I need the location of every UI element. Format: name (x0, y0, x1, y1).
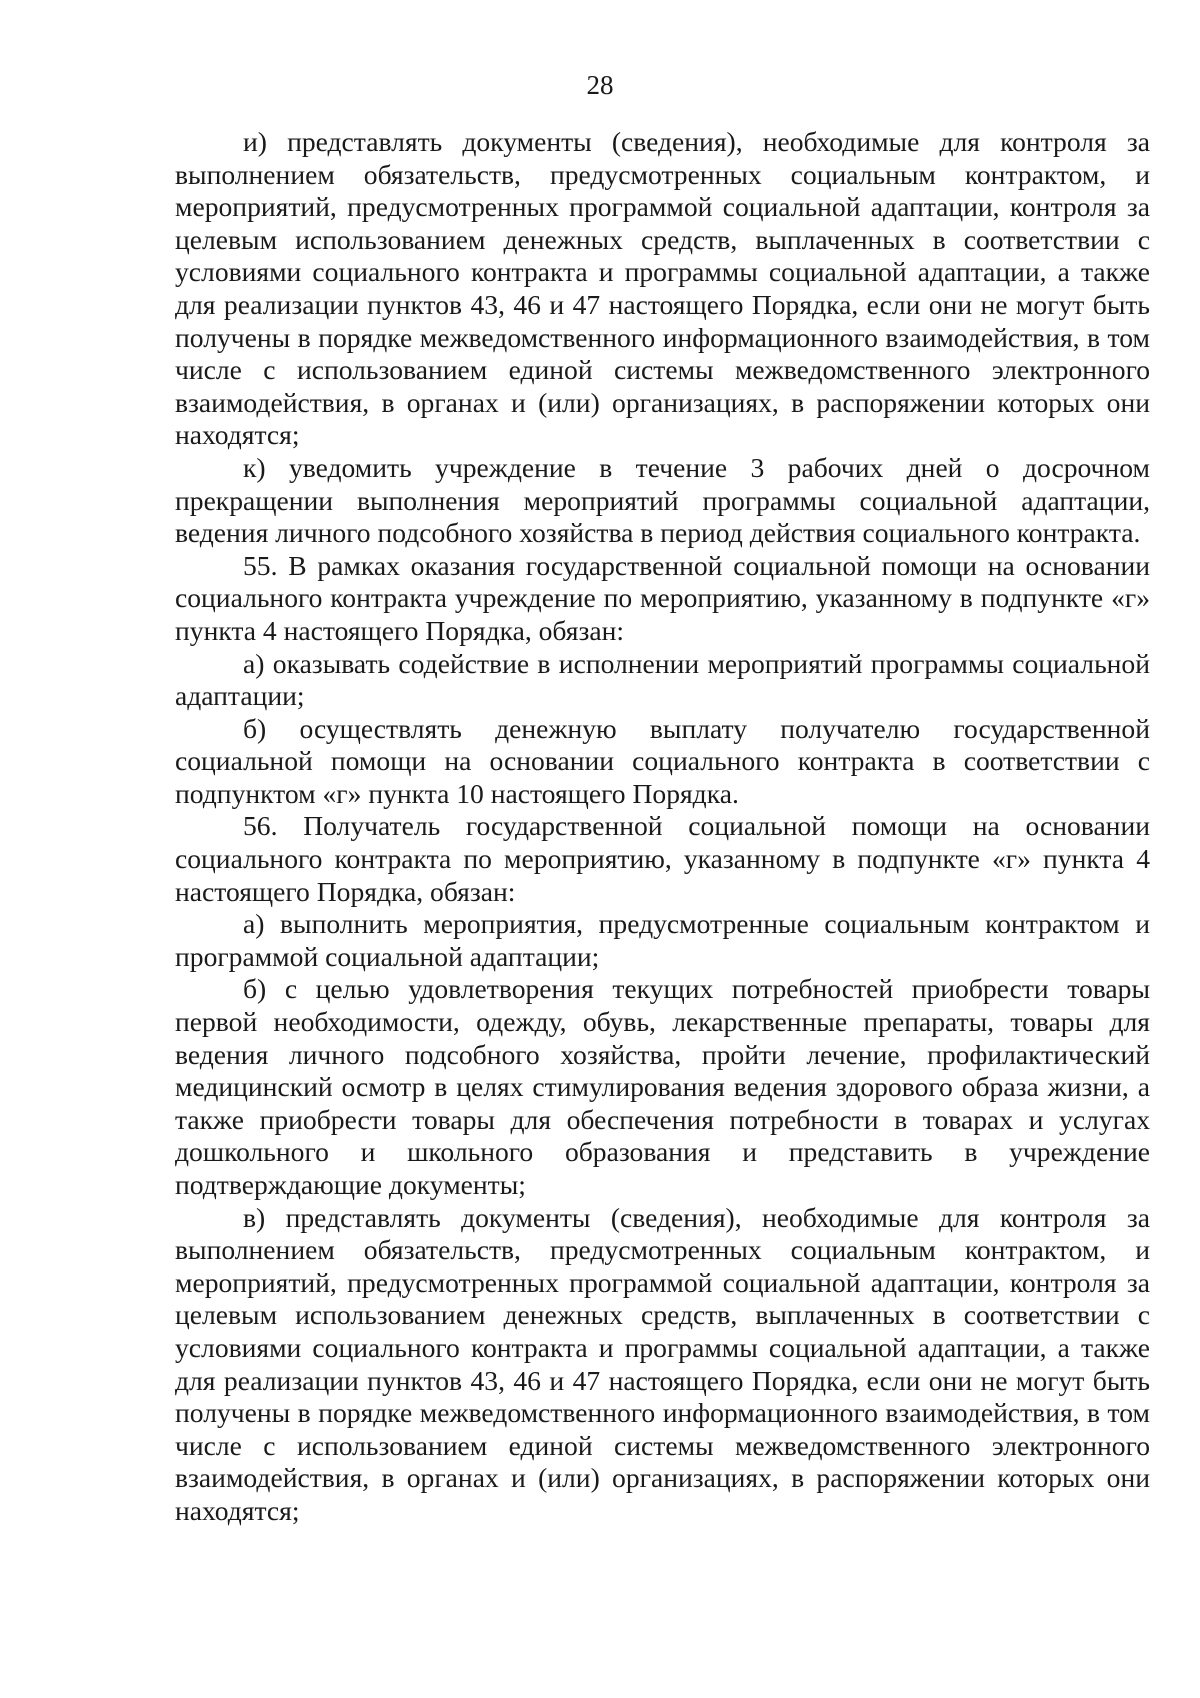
paragraph-clause-56: 56. Получатель государственной социальной помощи на основании социального контракта по мероприятию, указанному в подпункте «г» пункта 4 настоящего Порядка, обязан: (175, 810, 1150, 907)
paragraph-clause-55-b: б) осуществлять денежную выплату получателю государственной социальной помощи на основании социального контракта в соответствии с подпунктом «г» пункта 10 настоящего Порядка. (175, 712, 1150, 809)
document-body (175, 126, 1150, 1528)
paragraph-clause-55-a: а) оказывать содействие в исполнении мероприятий программы социальной адаптации; (175, 647, 1150, 712)
paragraph-item-i: и) представлять документы (сведения), необходимые для контроля за выполнением обязательств, предусмотренных социальным контрактом, и мероприятий, предусмотренных программой социальной адаптации, контроля за целевым использованием денежных средств, выплаченных в соответствии с условиями социального контракта и программы социальной адаптации, а также для реализации пунктов 43, 46 и 47 настоящего Порядка, если они не могут быть получены в порядке межведомственного информационного взаимодействия, в том числе с использованием единой системы межведомственного электронного взаимодействия, в органах и (или) организациях, в распоряжении которых они находятся; (175, 126, 1150, 451)
paragraph-clause-55: 55. В рамках оказания государственной социальной помощи на основании социального контракта учреждение по мероприятию, указанному в подпункте «г» пункта 4 настоящего Порядка, обязан: (175, 549, 1150, 646)
paragraph-clause-56-v: в) представлять документы (сведения), необходимые для контроля за выполнением обязательств, предусмотренных социальным контрактом, и мероприятий, предусмотренных программой социальной адаптации, контроля за целевым использованием денежных средств, выплаченных в соответствии с условиями социального контракта и программы социальной адаптации, а также для реализации пунктов 43, 46 и 47 настоящего Порядка, если они не могут быть получены в порядке межведомственного информационного взаимодействия, в том числе с использованием единой системы межведомственного электронного взаимодействия, в органах и (или) организациях, в распоряжении которых они находятся; (175, 1201, 1150, 1526)
paragraph-item-k: к) уведомить учреждение в течение 3 рабочих дней о досрочном прекращении выполнения мероприятий программы социальной адаптации, ведения личного подсобного хозяйства в период действия социального контракта. (175, 451, 1150, 549)
paragraph-clause-56-b: б) с целью удовлетворения текущих потребностей приобрести товары первой необходимости, одежду, обувь, лекарственные препараты, товары для ведения личного подсобного хозяйства, пройти лечение, профилактический медицинский осмотр в целях стимулирования ведения здорового образа жизни, а также приобрести товары для обеспечения потребности в товарах и услугах дошкольного и школьного образования и представить в учреждение подтверждающие документы; (175, 973, 1150, 1200)
paragraph-clause-56-a: а) выполнить мероприятия, предусмотренные социальным контрактом и программой социальной адаптации; (175, 908, 1150, 972)
page-number: 28 (586, 70, 614, 100)
